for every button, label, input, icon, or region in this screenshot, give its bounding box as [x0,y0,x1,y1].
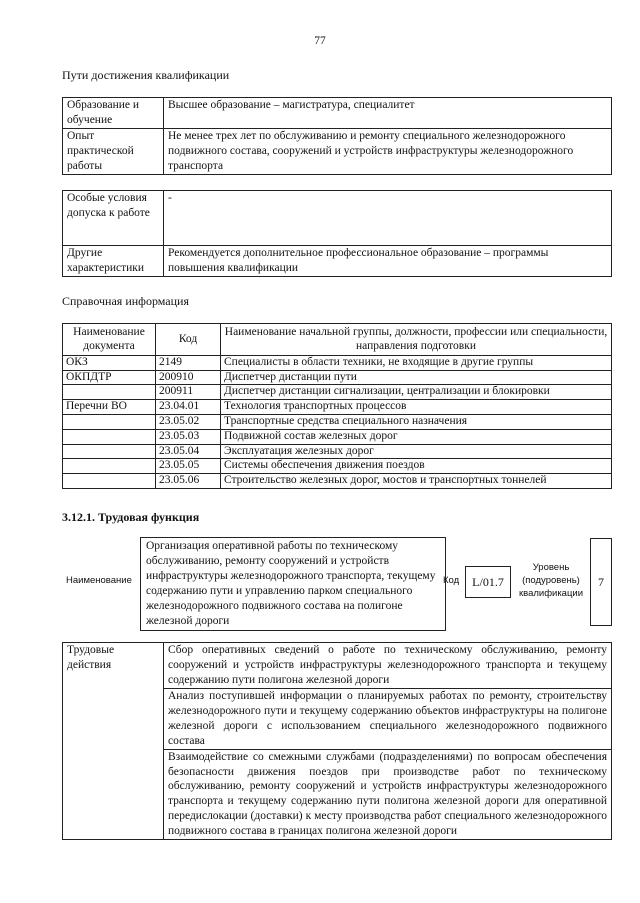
row-label: Опыт практической работы [63,128,164,174]
labor-actions-table [62,642,612,840]
page-number: 77 [314,35,326,47]
reference-table [62,323,612,489]
qualification-heading: Пути достижения квалификации [62,68,230,82]
table-row [63,191,612,246]
column-header-name: Наименование начальной группы, должности, профессии или специальности, направления подготовки [221,324,612,356]
reference-name-cell: Транспортные средства специального назначения [221,414,612,429]
reference-doc-cell: Перечни ВО [63,400,156,415]
table-row [63,444,612,459]
reference-heading: Справочная информация [62,294,189,308]
row-value: Рекомендуется дополнительное профессиональное образование – программы повышения квалификации [164,246,612,277]
function-name: Организация оперативной работы по техническому обслуживанию, ремонту сооружений и устройств инфраструктуры железнодорожного транспорта, текущему содержанию пути и управлению парком специального железнодорожного подвижного состава на полигоне железной дороги [140,537,446,631]
reference-code-cell: 200911 [156,385,221,400]
reference-code-cell: 23.05.03 [156,429,221,444]
table-row [63,128,612,174]
reference-name-cell: Эксплуатация железных дорог [221,444,612,459]
action-item: Анализ поступившей информации о планируемых работах по ремонту, строительству железнодорожного пути и текущему содержанию объектов инфраструктуры на полигоне железной дороги с использованием специального железнодорожного подвижного состава [164,688,612,749]
reference-doc-cell [63,459,156,474]
table-header-row [63,324,612,356]
reference-code-cell: 200910 [156,370,221,385]
function-code: L/01.7 [465,566,511,598]
reference-doc-cell [63,414,156,429]
reference-code-cell: 23.05.06 [156,474,221,489]
row-value: - [164,191,612,246]
reference-doc-cell [63,474,156,489]
reference-code-cell: 23.05.04 [156,444,221,459]
reference-code-cell: 23.04.01 [156,400,221,415]
function-name-label: Наименование [66,575,132,586]
reference-name-cell: Диспетчер дистанции сигнализации, централизации и блокировки [221,385,612,400]
table-row [63,643,612,689]
reference-doc-cell [63,444,156,459]
row-label: Образование и обучение [63,98,164,129]
reference-code-cell: 2149 [156,355,221,370]
function-title: 3.12.1. Трудовая функция [62,510,200,524]
reference-name-cell: Диспетчер дистанции пути [221,370,612,385]
table-row [63,400,612,415]
function-level-label: Уровень (подуровень) квалификации [518,562,584,599]
table-row [63,246,612,277]
row-value: Высшее образование – магистратура, специалитет [164,98,612,129]
reference-doc-cell: ОКПДТР [63,370,156,385]
table-row [63,355,612,370]
reference-doc-cell: ОКЗ [63,355,156,370]
row-label: Другие характеристики [63,246,164,277]
action-item: Сбор оперативных сведений о работе по техническому обслуживанию, ремонту сооружений и устройств инфраструктуры железнодорожного транспорта и текущему содержанию пути полигона железной дороги [164,643,612,689]
reference-doc-cell [63,429,156,444]
table-row [63,385,612,400]
table-row [63,459,612,474]
row-label: Особые условия допуска к работе [63,191,164,246]
action-item: Взаимодействие со смежными службами (подразделениями) по вопросам обеспечения безопасности движения поездов при производстве работ по техническому обслуживанию, ремонту сооружений и устройств инфраструктуры железнодорожного транспорта и текущему содержанию пути полигона железной дороги для оперативной передислокации (доставки) к месту производства работ специального железнодорожного подвижного состава в границах полигона железной дороги [164,749,612,840]
function-code-label: Код [443,575,460,586]
table-row [63,414,612,429]
qualification-table [62,97,612,175]
column-header-document: Наименование документа [63,324,156,356]
column-header-code: Код [156,324,221,356]
row-value: Не менее трех лет по обслуживанию и ремонту специального железнодорожного подвижного состава, сооружений и устройств инфраструктуры железнодорожного транспорта [164,128,612,174]
table-row [63,429,612,444]
conditions-table [62,190,612,277]
function-level: 7 [590,538,612,626]
reference-code-cell: 23.05.05 [156,459,221,474]
reference-code-cell: 23.05.02 [156,414,221,429]
reference-name-cell: Системы обеспечения движения поездов [221,459,612,474]
table-row [63,370,612,385]
actions-label: Трудовые действия [63,643,164,840]
reference-name-cell: Специалисты в области техники, не входящие в другие группы [221,355,612,370]
reference-doc-cell [63,385,156,400]
reference-name-cell: Технология транспортных процессов [221,400,612,415]
table-row [63,474,612,489]
reference-name-cell: Подвижной состав железных дорог [221,429,612,444]
reference-name-cell: Строительство железных дорог, мостов и транспортных тоннелей [221,474,612,489]
table-row [63,98,612,129]
